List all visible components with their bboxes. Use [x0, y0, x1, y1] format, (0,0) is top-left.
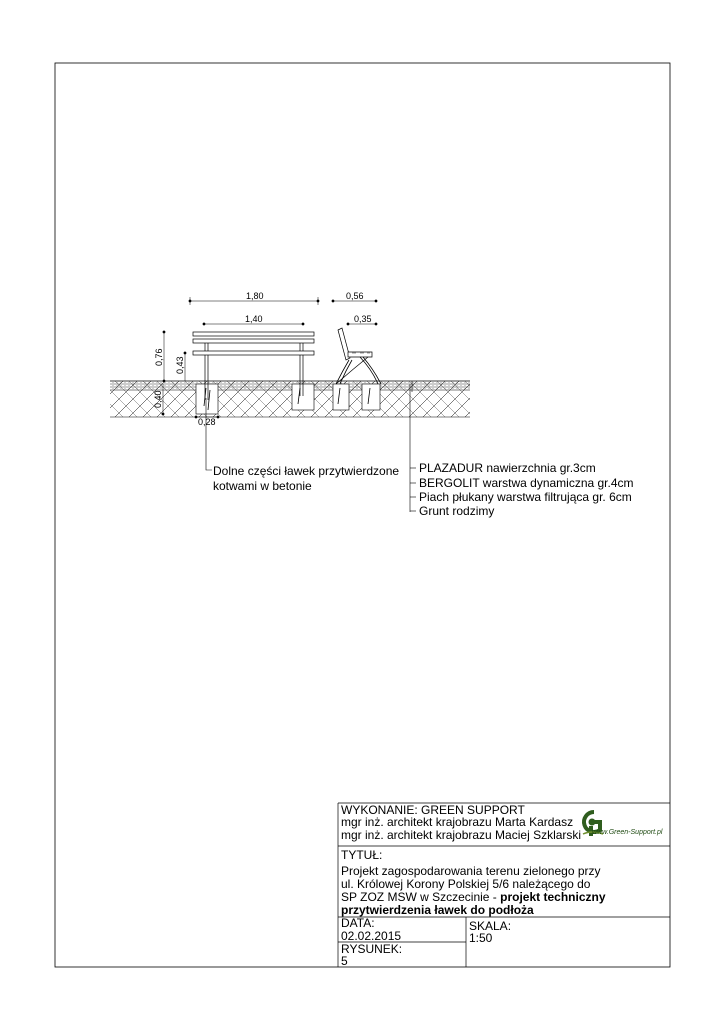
logo-text: www.Green-Support.pl: [592, 829, 663, 836]
dim-bench-depth-total: 0,56: [346, 291, 364, 301]
anchor-note-line1: Dolne części ławek przytwierdzone: [213, 464, 400, 478]
title-line-4: przytwierdzenia ławek do podłoża: [341, 903, 534, 917]
title-line-3-normal: SP ZOZ MSW w Szczecinie -: [341, 890, 501, 904]
title-line-2: ul. Królowej Korony Polskiej 5/6 należącego do: [341, 877, 591, 891]
ground-section: [110, 381, 470, 417]
drawing-value: 5: [341, 954, 348, 968]
dim-bench-seat-depth: 0,35: [354, 314, 372, 324]
bench-side-view: [336, 328, 381, 384]
layer-label: PLAZADUR nawierzchnia gr.3cm: [419, 461, 596, 475]
dim-foundation-width: 0,28: [198, 417, 216, 427]
date-label: DATA:: [341, 916, 375, 930]
drawing-label: RYSUNEK:: [341, 942, 403, 956]
dim-bench-height: 0,76: [154, 348, 164, 366]
author-2: mgr inż. architekt krajobrazu Maciej Szklarski: [341, 828, 582, 842]
anchor-note-line2: kotwami w betonie: [213, 479, 312, 493]
dim-seat-height: 0,43: [175, 356, 185, 374]
dim-bench-length-total: 1,80: [246, 291, 264, 301]
title-label: TYTUŁ:: [341, 848, 383, 862]
layer-label: BERGOLIT warstwa dynamiczna gr.4cm: [419, 476, 634, 490]
author-1: mgr inż. architekt krajobrazu Marta Kardasz: [341, 815, 574, 829]
dim-foundation-depth: 0,40: [153, 390, 163, 408]
layer-label: Grunt rodzimy: [419, 504, 495, 518]
date-value: 02.02.2015: [341, 929, 402, 943]
performer-line: WYKONANIE: GREEN SUPPORT: [341, 803, 525, 817]
scale-value: 1:50: [469, 931, 493, 945]
dim-bench-length-inner: 1,40: [245, 314, 263, 324]
title-line-3: [341, 891, 606, 903]
scale-label: SKALA:: [469, 919, 512, 933]
green-support-logo: [583, 812, 663, 836]
title-line-1: Projekt zagospodarowania terenu zielonego przy: [341, 864, 601, 878]
title-line-3-bold: projekt techniczny: [500, 890, 606, 904]
layer-label: Piach płukany warstwa filtrująca gr. 6cm: [419, 490, 632, 504]
